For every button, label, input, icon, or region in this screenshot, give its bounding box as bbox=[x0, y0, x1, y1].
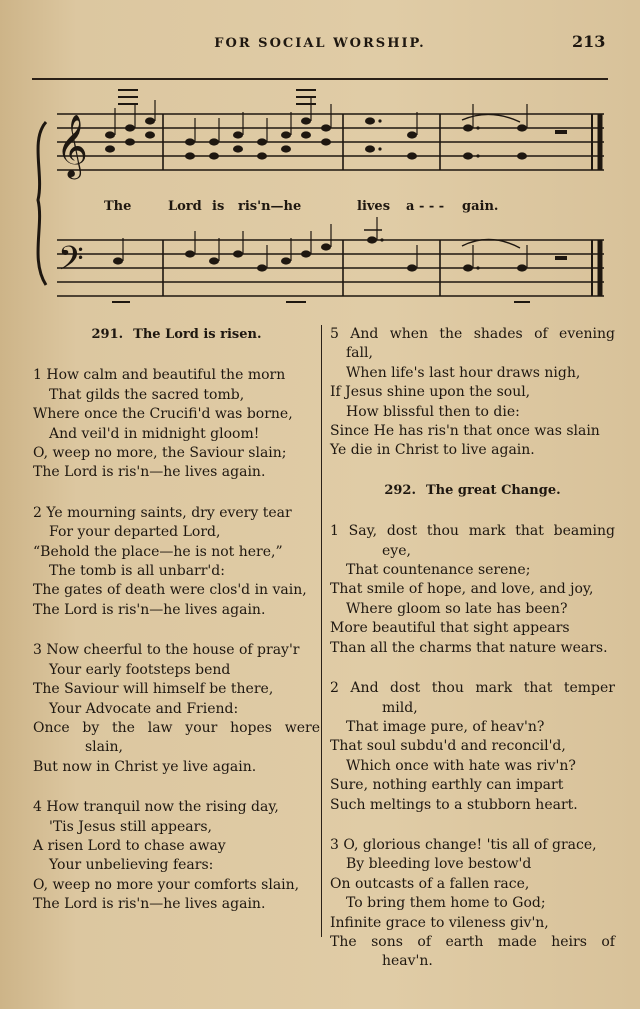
right-column bbox=[330, 325, 615, 972]
verse-3: 3 O, glorious change! 'tis all of grace, By bleeding love bestow'd On outcasts of a fallen race, To bring them home to God; Infinite grace to vileness giv'n, The sons of earth made heirs of heav'n. bbox=[330, 836, 615, 970]
svg-text:𝄞: 𝄞 bbox=[56, 114, 88, 177]
lyric-word: gain. bbox=[462, 199, 499, 214]
column-divider bbox=[321, 325, 322, 937]
verse-2: 2 Ye mourning saints, dry every tear For your departed Lord, “Behold the place—he is not here,” The tomb is all unbarr'd: The gates of death were clos'd in vain, The Lord is ris'n—he lives again. bbox=[33, 504, 307, 618]
lyric-word: The bbox=[104, 199, 132, 214]
music-score bbox=[0, 80, 640, 320]
running-header: FOR SOCIAL WORSHIP. bbox=[214, 36, 426, 51]
page-number: 213 bbox=[572, 32, 606, 51]
verse-4: 4 How tranquil now the rising day, 'Tis Jesus still appears, A risen Lord to chase away Your unbelieving fears: O, weep no more your comforts slain, The Lord is ris'n—he lives again. bbox=[33, 799, 300, 913]
lyric-word: Lord bbox=[168, 199, 202, 214]
svg-text:𝄢: 𝄢 bbox=[58, 240, 84, 286]
lyric-word: a - - - bbox=[406, 199, 445, 214]
left-column bbox=[33, 325, 320, 915]
verse-1: 1 Say, dost thou mark that beaming eye, That countenance serene; That smile of hope, and love, and joy, Where gloom so late has been? More beautiful that sight appears Than all the charms that nature wears. bbox=[330, 523, 615, 656]
lyric-word: lives bbox=[357, 199, 391, 214]
verse-3: 3 Now cheerful to the house of pray'r Your early footsteps bend The Saviour will himself be there, Your Advocate and Friend: Once by the law your hopes were slain, But now in Christ ye live again. bbox=[33, 642, 320, 775]
lyric-word: is bbox=[212, 199, 225, 214]
verse-2: 2 And dost thou mark that temper mild, That image pure, of heav'n? That soul subdu'd and reconcil'd, Which once with hate was riv'n? Sure, nothing earthly can impart Such meltings to a stubborn heart. bbox=[330, 680, 615, 813]
verse-5: 5 And when the shades of evening fall, When life's last hour draws nigh, If Jesus shine upon the soul, How blissful then to die: Since He has ris'n that once was slain Ye die in Christ to live again. bbox=[330, 326, 615, 459]
lyric-word: ris'n—he bbox=[238, 199, 302, 214]
hymn-292-title: 292. The great Change. bbox=[384, 482, 561, 498]
verse-1: 1 How calm and beautiful the morn That gilds the sacred tomb, Where once the Crucifi'd was borne, And veil'd in midnight gloom! O, weep no more, the Saviour slain; The Lord is ris'n—he lives again. bbox=[33, 367, 293, 481]
hymn-291-title: 291. The Lord is risen. bbox=[91, 327, 262, 342]
